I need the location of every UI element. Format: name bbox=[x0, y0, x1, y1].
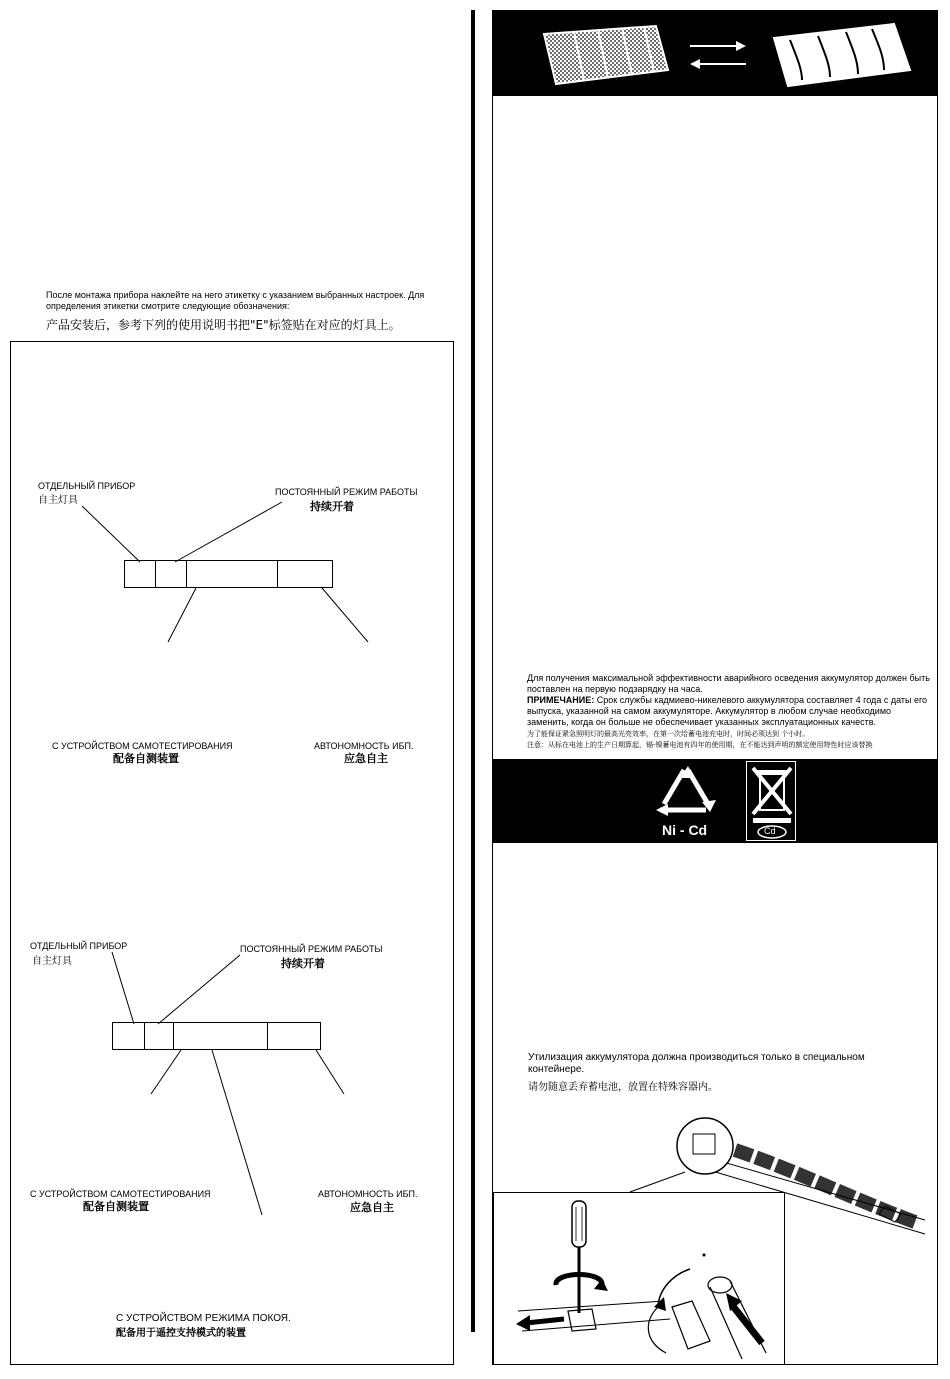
charge-text-zh: 为了能保证紧急照明灯的最高光亮效率，在第一次给蓄电池充电时，时间必须达到 个小时。 bbox=[527, 730, 810, 738]
disposal-text-zh: 请勿随意丢弃蓄电池，放置在特殊容器内。 bbox=[528, 1082, 718, 1093]
d1-maintained-ru: ПОСТОЯННЫЙ РЕЖИМ РАБОТЫ bbox=[275, 487, 418, 497]
d1-autonomy-zh: 应急自主 bbox=[344, 752, 388, 765]
d2-stand-alone-zh: 自主灯具 bbox=[32, 956, 72, 967]
charge-text-ru: Для получения максимальной эффективности аварийного осведения аккумулятор должен быть поставлен на первую подзарядку на часа. bbox=[527, 673, 930, 694]
d1-selftest-ru: С УСТРОЙСТВОМ САМОТЕСТИРОВАНИЯ bbox=[52, 741, 233, 751]
recycle-label: Ni - Cd bbox=[662, 822, 708, 838]
label-instruction-ru: После монтажа прибора наклейте на него этикетку с указанием выбранных настроек. Для определения этикетки смотрите следующие обозначения: bbox=[46, 290, 425, 311]
d1-maintained-zh: 持续开着 bbox=[310, 500, 354, 513]
note-text-ru bbox=[527, 695, 932, 728]
d2-stand-alone-ru: ОТДЕЛЬНЫЙ ПРИБОР bbox=[30, 941, 128, 951]
d2-rest-ru: С УСТРОЙСТВОМ РЕЖИМА ПОКОЯ. bbox=[116, 1313, 291, 1324]
d2-maintained-zh: 持续开着 bbox=[281, 957, 325, 970]
battery-pack-outline-icon bbox=[768, 20, 918, 92]
label-instruction-zh: 产品安装后，参考下列的使用说明书把"E"标签贴在对应的灯具上。 bbox=[46, 318, 401, 332]
battery-pack-icon bbox=[536, 22, 676, 92]
crossed-bin-icon bbox=[746, 761, 796, 841]
d1-stand-alone-zh: 自主灯具 bbox=[38, 495, 78, 506]
d1-stand-alone-ru: ОТДЕЛЬНЫЙ ПРИБОР bbox=[38, 481, 136, 491]
d2-autonomy-ru: АВТОНОМНОСТЬ ИБП. bbox=[318, 1189, 418, 1199]
d2-selftest-ru: С УСТРОЙСТВОМ САМОТЕСТИРОВАНИЯ bbox=[30, 1189, 211, 1199]
d2-selftest-zh: 配备自测装置 bbox=[83, 1200, 149, 1213]
note-body: Срок службы кадмиево-никелевого аккумулятора составляет 4 года с даты его выпуска, указанной на самом аккумуляторе. Аккумулятор в любом случае необходимо заменить, когда он больше не обеспечивает указанных эксплуатационных качеств. bbox=[527, 695, 928, 727]
note-label: ПРИМЕЧАНИЕ: bbox=[527, 695, 595, 705]
screwdriver-icon bbox=[494, 1193, 784, 1363]
bin-label: Cd bbox=[764, 826, 776, 836]
d2-rest-zh: 配备用于遥控支持模式的装置 bbox=[116, 1328, 246, 1339]
disposal-text-ru: Утилизация аккумулятора должна производиться только в специальном контейнере. bbox=[528, 1052, 865, 1075]
note-text-zh: 注意：从标在电池上的生产日期算起，镉-镍蓄电池有四年的使用期，在不能达到声明的额定使用特性时应该替换 bbox=[527, 741, 873, 749]
d1-selftest-zh: 配备自测装置 bbox=[113, 752, 179, 765]
d2-autonomy-zh: 应急自主 bbox=[350, 1201, 394, 1214]
d1-autonomy-ru: АВТОНОМНОСТЬ ИБП. bbox=[314, 741, 414, 751]
swap-arrows-icon bbox=[684, 36, 754, 76]
d2-maintained-ru: ПОСТОЯННЫЙ РЕЖИМ РАБОТЫ bbox=[240, 944, 383, 954]
